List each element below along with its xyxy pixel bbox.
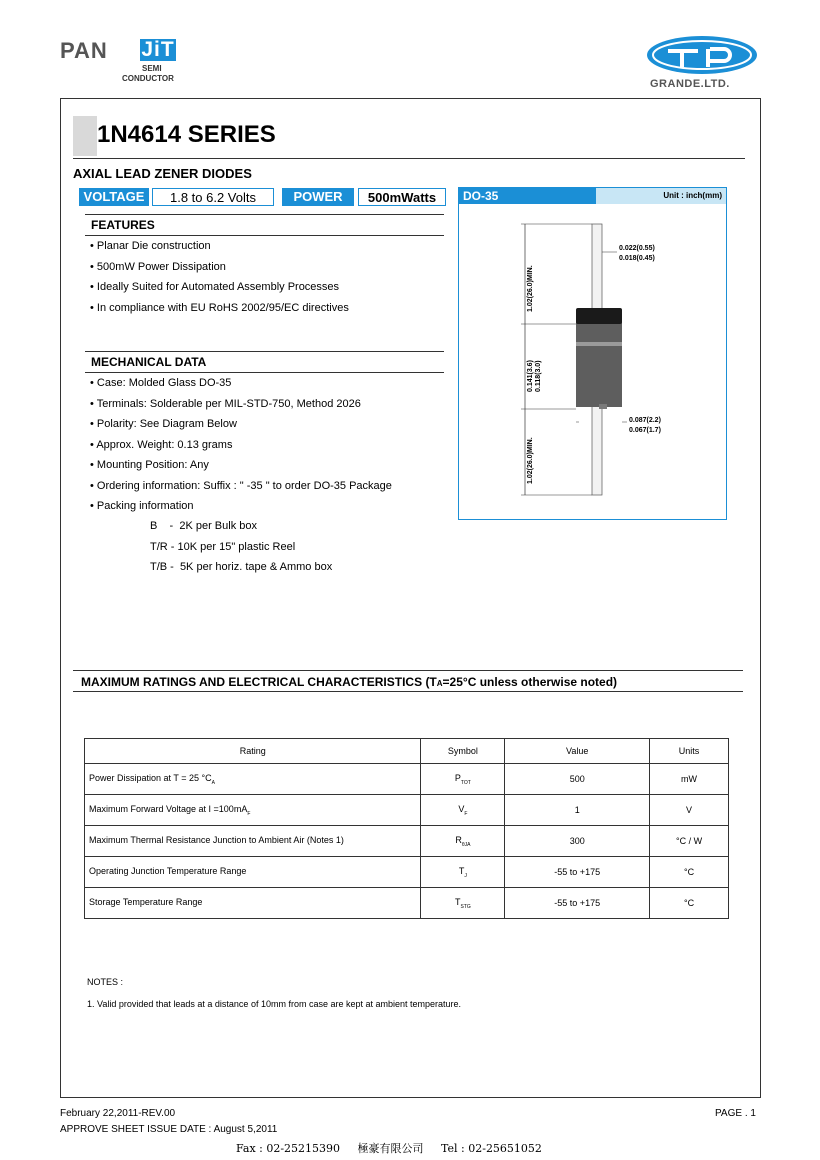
- row-value: 300: [505, 826, 650, 857]
- row-units: °C: [650, 888, 729, 919]
- footer-page: PAGE . 1: [715, 1108, 756, 1119]
- table-header-row: [85, 739, 729, 764]
- feature-item: • Ideally Suited for Automated Assembly Processes: [90, 277, 349, 298]
- diagram-package-name: DO-35: [459, 188, 596, 204]
- features-list: [90, 236, 349, 318]
- row-symbol: $R_{\theta JA}$: [421, 826, 505, 857]
- row-symbol: $T_J$: [421, 857, 505, 888]
- row-rating: Storage Temperature Range: [85, 888, 421, 919]
- mechanical-list: [90, 373, 392, 517]
- dim-body-min: 0.118(3.0): [535, 360, 542, 392]
- dim-lead-dia-min: 0.018(0.45): [619, 255, 655, 262]
- mechanical-heading: MECHANICAL DATA: [85, 355, 444, 373]
- feature-item: • 500mW Power Dissipation: [90, 257, 349, 278]
- dim-body-max: 0.141(3.6): [527, 360, 534, 392]
- note-item: 1. Valid provided that leads at a distance of 10mm from case are kept at ambient temperature.: [87, 999, 462, 1009]
- dim-body-dia-min: 0.067(1.7): [629, 427, 661, 434]
- notes-heading: NOTES :: [87, 977, 124, 987]
- title-rule: [73, 158, 745, 159]
- mechanical-item: • Case: Molded Glass DO-35: [90, 373, 392, 394]
- dim-body-dia-max: 0.087(2.2): [629, 417, 661, 424]
- do35-outline-icon: [459, 204, 726, 519]
- package-diagram: [458, 187, 727, 520]
- col-value: Value: [505, 739, 650, 764]
- dim-lead-dia-max: 0.022(0.55): [619, 245, 655, 252]
- dim-lead-top: 1.02(26.0)MIN.: [527, 265, 534, 312]
- panjit-mark: JiT: [141, 38, 175, 61]
- row-value: 500: [505, 764, 650, 795]
- ratings-rule-bottom: [73, 691, 743, 692]
- feature-item: • In compliance with EU RoHS 2002/95/EC directives: [90, 298, 349, 319]
- mechanical-item: • Ordering information: Suffix : " -35 " to order DO-35 Package: [90, 476, 392, 497]
- table-row: [85, 795, 729, 826]
- mechanical-item: • Approx. Weight: 0.13 grams: [90, 435, 392, 456]
- mechanical-item: • Packing information: [90, 496, 392, 517]
- col-symbol: Symbol: [421, 739, 505, 764]
- power-label: POWER: [282, 188, 354, 206]
- row-rating: Maximum Thermal Resistance Junction to Ambient Air (Notes 1): [85, 826, 421, 857]
- diagram-unit: Unit : inch(mm): [663, 191, 722, 200]
- table-row: [85, 888, 729, 919]
- power-value: 500mWatts: [358, 188, 446, 206]
- packing-item: B - 2K per Bulk box: [150, 520, 257, 532]
- panjit-word: PAN: [60, 38, 108, 63]
- grande-emblem-icon: [640, 34, 765, 78]
- row-rating: Operating Junction Temperature Range: [85, 857, 421, 888]
- mechanical-item: • Terminals: Solderable per MIL-STD-750, Method 2026: [90, 394, 392, 415]
- packing-item: T/B - 5K per horiz. tape & Ammo box: [150, 561, 333, 573]
- row-units: °C: [650, 857, 729, 888]
- diagram-header: [459, 188, 726, 204]
- feature-item: • Planar Die construction: [90, 236, 349, 257]
- row-symbol: $P_{TOT}$: [421, 764, 505, 795]
- row-units: mW: [650, 764, 729, 795]
- voltage-value: 1.8 to 6.2 Volts: [152, 188, 274, 206]
- mechanical-item: • Polarity: See Diagram Below: [90, 414, 392, 435]
- ratings-rule-top: [73, 670, 743, 671]
- table-row: [85, 857, 729, 888]
- packing-item: T/R - 10K per 15" plastic Reel: [150, 540, 296, 553]
- voltage-label: VOLTAGE: [79, 188, 149, 206]
- footer-date: February 22,2011-REV.00: [60, 1108, 176, 1119]
- ratings-table: [84, 738, 729, 919]
- row-units: V: [650, 795, 729, 826]
- panjit-logo: [60, 38, 180, 86]
- ratings-title: MAXIMUM RATINGS AND ELECTRICAL CHARACTERISTICS (TA=25°C unless otherwise noted): [81, 675, 618, 689]
- col-rating: Rating: [85, 739, 421, 764]
- page-title: 1N4614 SERIES: [97, 121, 276, 148]
- row-rating: Maximum Forward Voltage at $I =100mA_F$: [85, 795, 421, 826]
- row-value: 1: [505, 795, 650, 826]
- title-accent: [73, 116, 97, 156]
- footer-approve: APPROVE SHEET ISSUE DATE : August 5,2011: [60, 1124, 278, 1135]
- col-units: Units: [650, 739, 729, 764]
- row-rating: Power Dissipation at T = 25 $^\circ C_A$: [85, 764, 421, 795]
- features-heading: FEATURES: [85, 218, 444, 236]
- packing-list: [150, 516, 332, 578]
- row-value: -55 to +175: [505, 888, 650, 919]
- row-value: -55 to +175: [505, 857, 650, 888]
- table-row: [85, 826, 729, 857]
- row-symbol: $V_F$: [421, 795, 505, 826]
- dim-lead-bottom: 1.02(26.0)MIN.: [527, 437, 534, 484]
- grande-logo: [640, 34, 765, 92]
- grande-name: GRANDE.LTD.: [650, 78, 730, 90]
- row-symbol: $T_{STG}$: [421, 888, 505, 919]
- footer-contact: Fax : 02-25215390 極豪有限公司 Tel : 02-25651052: [236, 1142, 542, 1155]
- panjit-subtitle: SEMI CONDUCTOR: [122, 64, 174, 83]
- table-row: [85, 764, 729, 795]
- mechanical-item: • Mounting Position: Any: [90, 455, 392, 476]
- row-units: °C / W: [650, 826, 729, 857]
- page-subtitle: AXIAL LEAD ZENER DIODES: [73, 166, 252, 181]
